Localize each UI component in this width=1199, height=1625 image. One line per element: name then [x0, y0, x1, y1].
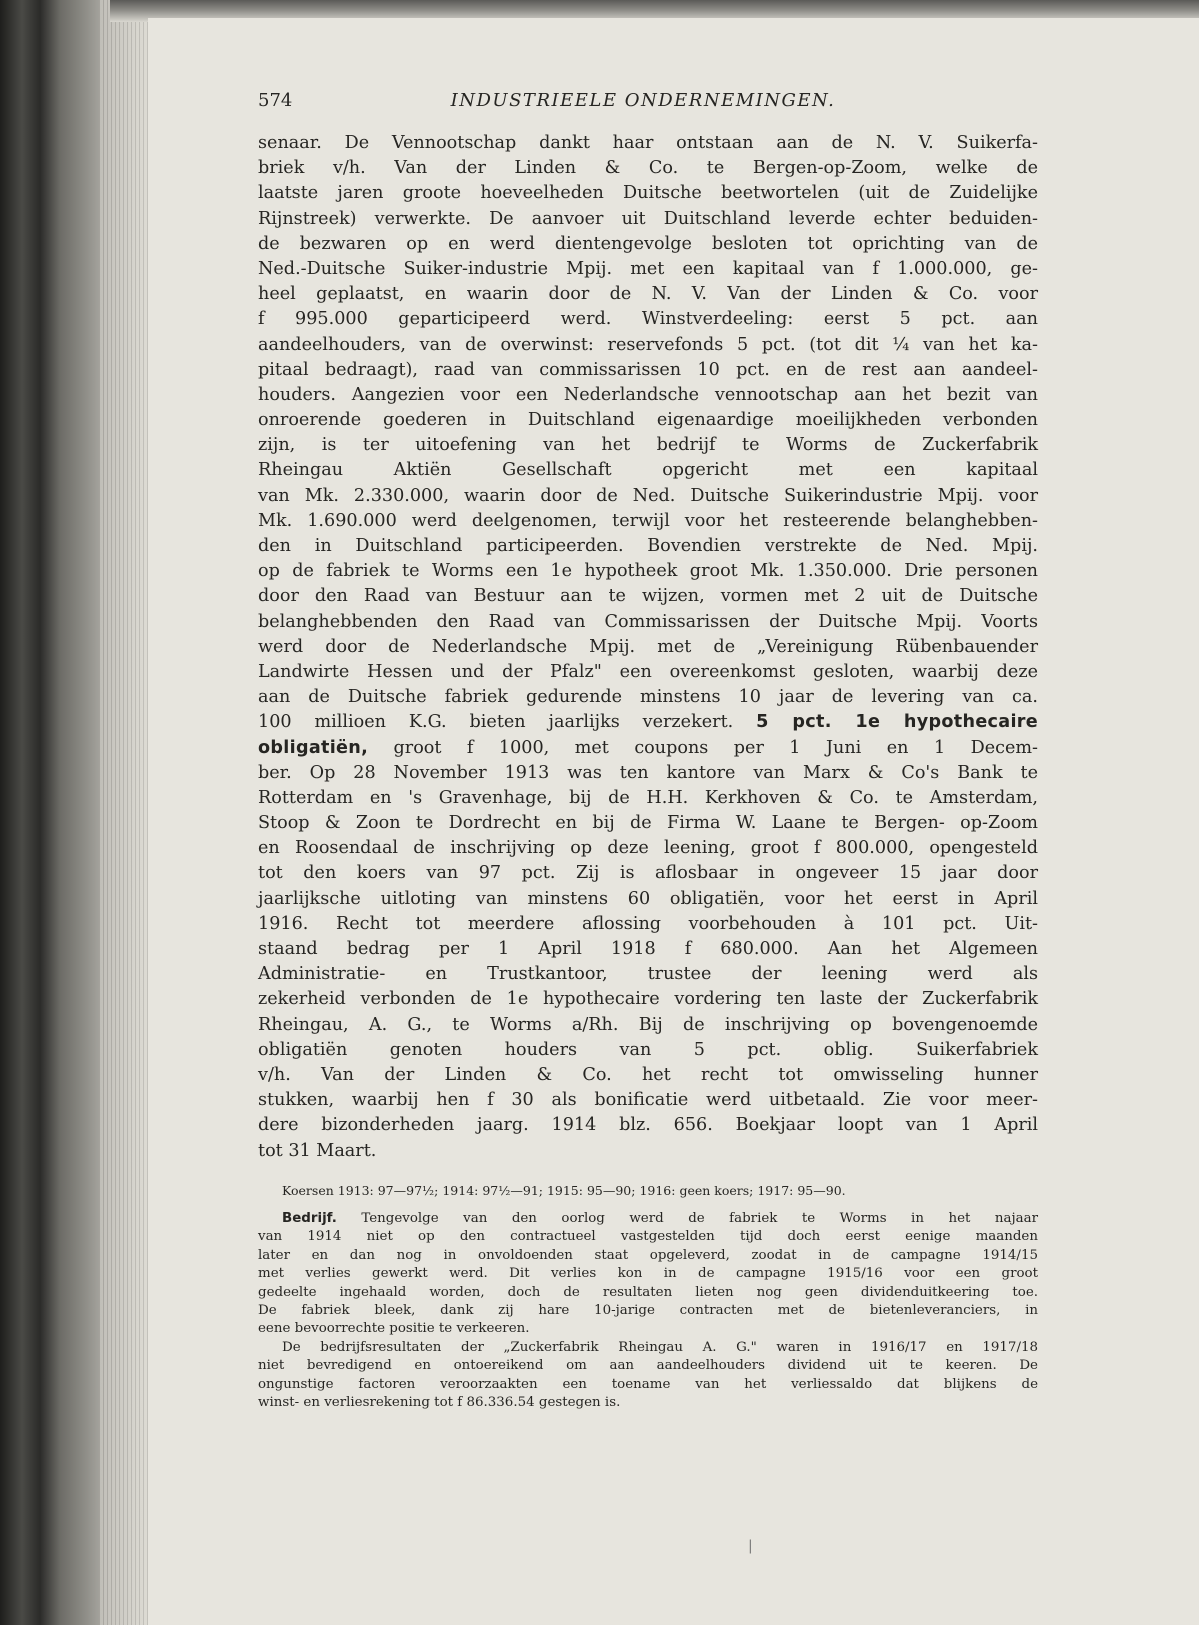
text-line: zijn, is ter uitoefening van het bedrijf te Worms de Zuckerfabrik	[258, 435, 1038, 456]
text-line: door den Raad van Bestuur aan te wijzen, vormen met 2 uit de Duitsche	[258, 586, 1038, 607]
text-line: Rheingau Aktiën Gesellschaft opgericht met een kapitaal	[258, 460, 1038, 481]
bedrijf-label: Bedrijf.	[282, 1211, 337, 1226]
text-line: later en dan nog in onvoldoenden staat opgeleverd, zoodat in de campagne 1914/15	[258, 1247, 1038, 1263]
book-page	[148, 18, 1199, 1625]
text-line: heel geplaatst, en waarin door de N. V. Van der Linden & Co. voor	[258, 284, 1038, 305]
text-line: Rijnstreek) verwerkte. De aanvoer uit Duitschland leverde echter beduiden-	[258, 208, 1038, 229]
bond-heading-cont: obligatiën,	[258, 737, 369, 758]
text-line: senaar. De Vennootschap dankt haar ontstaan aan de N. V. Suikerfa-	[258, 133, 1038, 153]
text-fragment: 100 millioen K.G. bieten jaarlijks verzekert.	[258, 712, 734, 733]
text-line: obligatiën genoten houders van 5 pct. oblig. Suikerfabriek	[258, 1039, 1038, 1060]
text-line: de bezwaren op en werd dientengevolge besloten tot oprichting van de	[258, 233, 1038, 254]
text-line: aan de Duitsche fabriek gedurende minstens 10 jaar de levering van ca.	[258, 687, 1038, 708]
text-line: ber. Op 28 November 1913 was ten kantore van Marx & Co's Bank te	[258, 762, 1038, 783]
text-line: tot den koers van 97 pct. Zij is aflosbaar in ongeveer 15 jaar door	[258, 863, 1038, 884]
text-line: den in Duitschland participeerden. Bovendien verstrekte de Ned. Mpij.	[258, 536, 1038, 556]
text-line: aandeelhouders, van de overwinst: reservefonds 5 pct. (tot dit ¼ van het ka-	[258, 334, 1038, 355]
bond-heading: 5 pct. 1e hypothecaire	[756, 712, 1038, 733]
text-line: pitaal bedraagt), raad van commissarissen 10 pct. en de rest aan aandeel-	[258, 359, 1038, 380]
text-line: van 1914 niet op den contractueel vastgestelden tijd doch eerst eenige maanden	[258, 1229, 1038, 1245]
page-header	[258, 90, 1028, 120]
text-line: Ned.-Duitsche Suiker-industrie Mpij. met een kapitaal van f 1.000.000, ge-	[258, 258, 1038, 279]
text-line: briek v/h. Van der Linden & Co. te Bergen-op-Zoom, welke de	[258, 158, 1038, 179]
text-line: Administratie- en Trustkantoor, trustee der leening werd als	[258, 964, 1038, 985]
text-line: laatste jaren groote hoeveelheden Duitsche beetwortelen (uit de Zuidelijke	[258, 183, 1038, 204]
text-line: houders. Aangezien voor een Nederlandsche vennootschap aan het bezit van	[258, 384, 1038, 405]
text-line: f 995.000 geparticipeerd werd. Winstverdeeling: eerst 5 pct. aan	[258, 309, 1038, 330]
text-line: Landwirte Hessen und der Pfalz" een overeenkomst gesloten, waarbij deze	[258, 661, 1038, 682]
text-line: en Roosendaal de inschrijving op deze leening, groot f 800.000, opengesteld	[258, 838, 1038, 859]
text-line	[258, 1210, 1038, 1228]
text-line: eene bevoorrechte positie te verkeeren.	[258, 1321, 530, 1337]
text-line: belanghebbenden den Raad van Commissarissen der Duitsche Mpij. Voorts	[258, 611, 1038, 632]
text-line: jaarlijksche uitloting van minstens 60 obligatiën, voor het eerst in April	[258, 888, 1038, 909]
text-line: van Mk. 2.330.000, waarin door de Ned. Duitsche Suikerindustrie Mpij. voor	[258, 485, 1038, 506]
text-line: dere bizonderheden jaarg. 1914 blz. 656. Boekjaar loopt van 1 April	[258, 1115, 1038, 1136]
text-line: onroerende goederen in Duitschland eigenaardige moeilijkheden verbonden	[258, 410, 1038, 431]
main-text	[258, 131, 1038, 1164]
page-mark: |	[748, 1538, 753, 1554]
text-line: Mk. 1.690.000 werd deelgenomen, terwijl voor het resteerende belanghebben-	[258, 510, 1038, 531]
text-line: niet bevredigend en ontoereikend om aan aandeelhouders dividend uit te keeren. De	[258, 1358, 1038, 1374]
text-line: ongunstige factoren veroorzaakten een toename van het verliessaldo dat blijkens de	[258, 1376, 1038, 1392]
text-line: zekerheid verbonden de 1e hypothecaire vordering ten laste der Zuckerfabrik	[258, 989, 1038, 1010]
text-line: De fabriek bleek, dank zij hare 10-jarige contracten met de bietenleveranciers, in	[258, 1302, 1038, 1318]
text-fragment: groot f 1000, met coupons per 1 Juni en 1 Decem-	[368, 737, 1038, 758]
text-line	[258, 710, 1038, 735]
bedrijf-section	[258, 1210, 1038, 1412]
text-line: met verlies gewerkt werd. Dit verlies kon in de campagne 1915/16 voor een groot	[258, 1266, 1038, 1282]
page-number: 574	[258, 90, 293, 111]
text-line: staand bedrag per 1 April 1918 f 680.000. Aan het Algemeen	[258, 939, 1038, 959]
text-line: stukken, waarbij hen f 30 als bonificatie werd uitbetaald. Zie voor meer-	[258, 1090, 1038, 1111]
text-line: werd door de Nederlandsche Mpij. met de „Vereinigung Rübenbauender	[258, 636, 1038, 657]
text-line: v/h. Van der Linden & Co. het recht tot omwisseling hunner	[258, 1064, 1038, 1085]
text-line: Rotterdam en 's Gravenhage, bij de H.H. Kerkhoven & Co. te Amsterdam,	[258, 787, 1038, 808]
text-line: op de fabriek te Worms een 1e hypotheek groot Mk. 1.350.000. Drie personen	[258, 561, 1038, 582]
text-line	[258, 736, 1038, 761]
text-line: De bedrijfsresultaten der „Zuckerfabrik Rheingau A. G." waren in 1916/17 en 1917/18	[282, 1339, 1038, 1355]
text-line: Rheingau, A. G., te Worms a/Rh. Bij de inschrijving op bovengenoemde	[258, 1014, 1038, 1035]
text-line: gedeelte ingehaald worden, doch de resultaten lieten nog geen dividenduitkeering toe.	[258, 1284, 1038, 1300]
text-fragment: Tengevolge van den oorlog werd de fabriek te Worms in het najaar	[336, 1211, 1038, 1226]
text-line: tot 31 Maart.	[258, 1140, 377, 1161]
text-line: 1916. Recht tot meerdere aflossing voorbehouden à 101 pct. Uit-	[258, 913, 1038, 934]
text-line: Stoop & Zoon te Dordrecht en bij de Firma W. Laane te Bergen- op-Zoom	[258, 813, 1038, 834]
text-line: winst- en verliesrekening tot f 86.336.54 gestegen is.	[258, 1394, 621, 1410]
koersen-line: Koersen 1913: 97—97½; 1914: 97½—91; 1915: 95—90; 1916: geen koers; 1917: 95—90.	[282, 1183, 846, 1198]
running-head: INDUSTRIEELE ONDERNEMINGEN.	[450, 90, 836, 111]
